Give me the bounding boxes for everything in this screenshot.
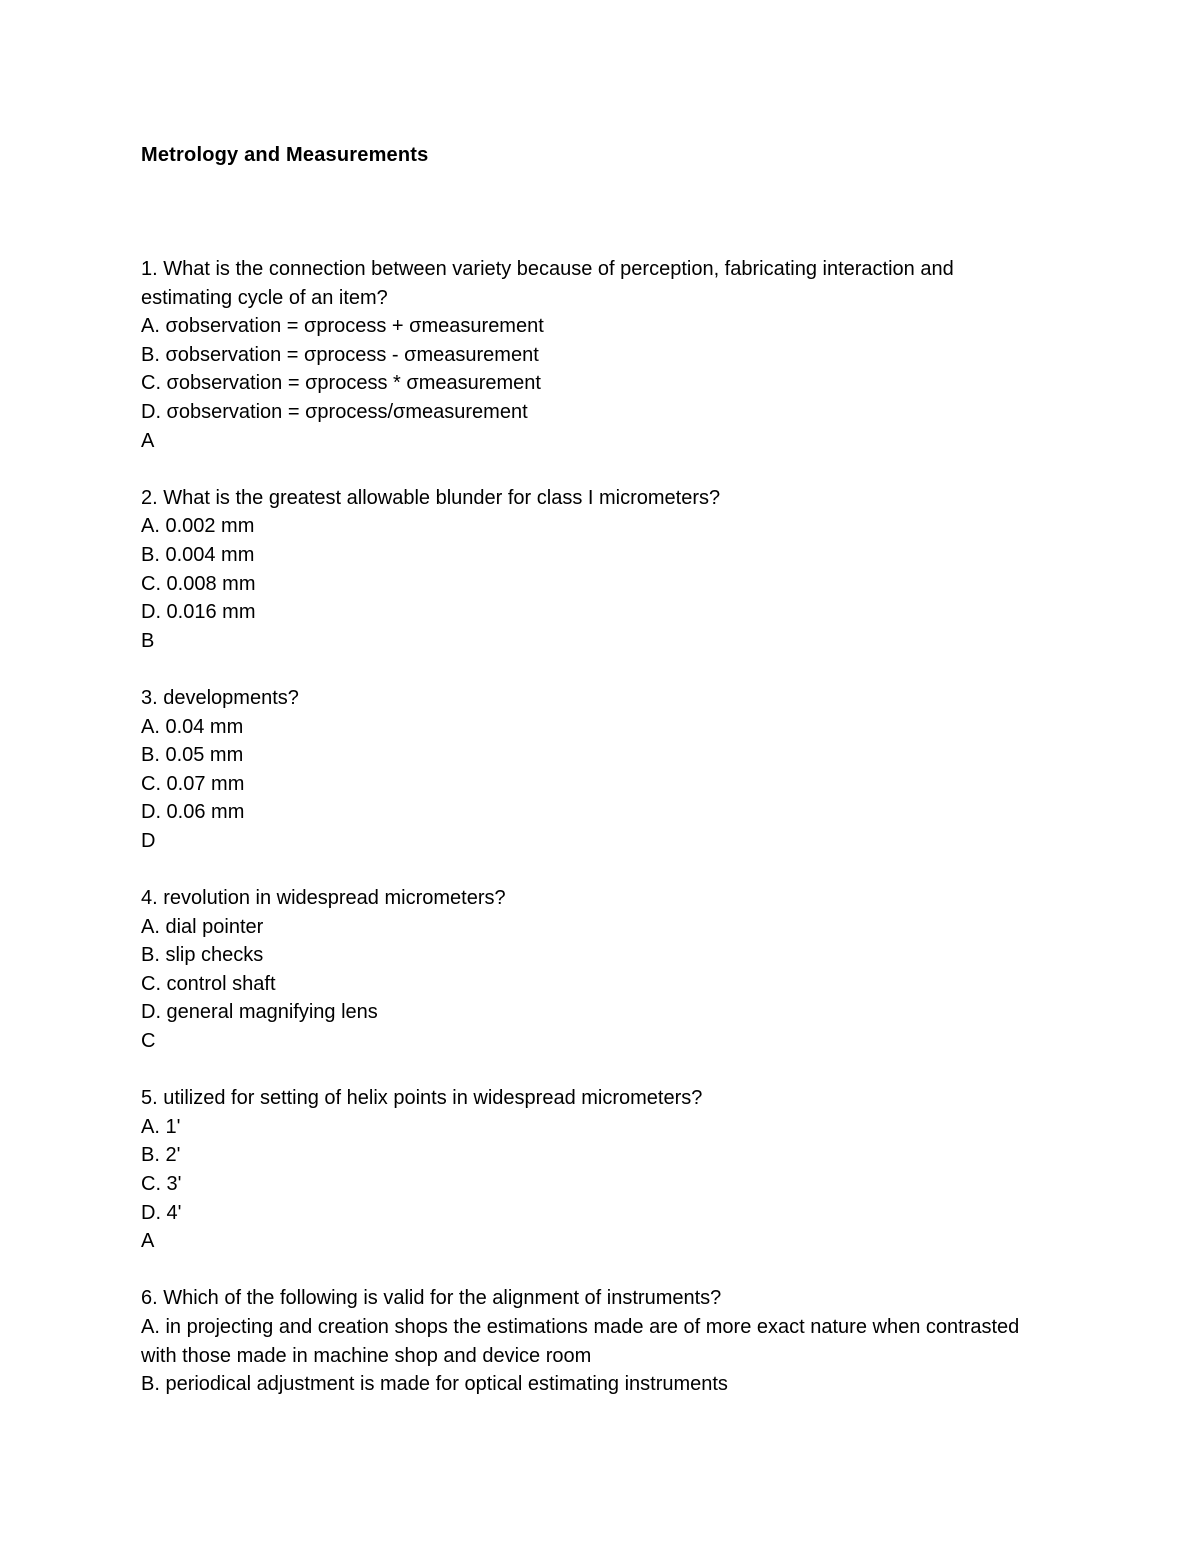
answer: C bbox=[141, 1030, 156, 1053]
option-b: B. periodical adjustment is made for optical estimating instruments bbox=[141, 1373, 728, 1396]
option-b: B. 0.004 mm bbox=[141, 543, 255, 566]
option-a: A. dial pointer bbox=[141, 915, 264, 938]
option-a: A. in projecting and creation shops the estimations made are of more exact nature when contrasted with those made in machine shop and device room bbox=[141, 1315, 1020, 1367]
question-text: 6. Which of the following is valid for the alignment of instruments? bbox=[141, 1287, 722, 1310]
option-a: A. 1' bbox=[141, 1115, 181, 1138]
question-5 bbox=[141, 1084, 1041, 1256]
option-d: D. 0.016 mm bbox=[141, 601, 256, 624]
question-text: 3. developments? bbox=[141, 686, 299, 709]
question-1 bbox=[141, 255, 1041, 455]
option-c: C. 0.07 mm bbox=[141, 772, 245, 795]
answer: A bbox=[141, 1230, 155, 1253]
option-a: A. σobservation = σprocess + σmeasurement bbox=[141, 315, 544, 338]
option-c: C. 0.008 mm bbox=[141, 572, 256, 595]
question-text: 4. revolution in widespread micrometers? bbox=[141, 887, 506, 910]
option-c: C. control shaft bbox=[141, 972, 276, 995]
option-c: C. σobservation = σprocess * σmeasurement bbox=[141, 372, 541, 395]
page-title: Metrology and Measurements bbox=[141, 144, 429, 166]
document-content bbox=[141, 141, 1041, 1399]
question-6 bbox=[141, 1284, 1041, 1398]
option-b: B. 2' bbox=[141, 1144, 181, 1167]
option-c: C. 3' bbox=[141, 1173, 182, 1195]
answer: D bbox=[141, 829, 156, 852]
option-d: D. 0.06 mm bbox=[141, 801, 245, 824]
answer: B bbox=[141, 629, 155, 652]
option-b: B. slip checks bbox=[141, 944, 264, 967]
question-text: 1. What is the connection between variety because of perception, fabricating interaction and estimating cycle of an item? bbox=[141, 258, 954, 309]
question-4 bbox=[141, 884, 1041, 1056]
option-a: A. 0.04 mm bbox=[141, 715, 244, 738]
option-d: D. general magnifying lens bbox=[141, 1001, 378, 1024]
answer: A bbox=[141, 429, 155, 452]
option-b: B. σobservation = σprocess - σmeasurement bbox=[141, 343, 539, 366]
question-3 bbox=[141, 684, 1041, 856]
question-2 bbox=[141, 484, 1041, 656]
option-a: A. 0.002 mm bbox=[141, 515, 255, 538]
question-text: 5. utilized for setting of helix points in widespread micrometers? bbox=[141, 1087, 703, 1110]
question-text: 2. What is the greatest allowable blunder for class I micrometers? bbox=[141, 486, 721, 509]
option-d: D. 4' bbox=[141, 1201, 182, 1224]
option-d: D. σobservation = σprocess/σmeasurement bbox=[141, 400, 528, 423]
option-b: B. 0.05 mm bbox=[141, 744, 244, 767]
